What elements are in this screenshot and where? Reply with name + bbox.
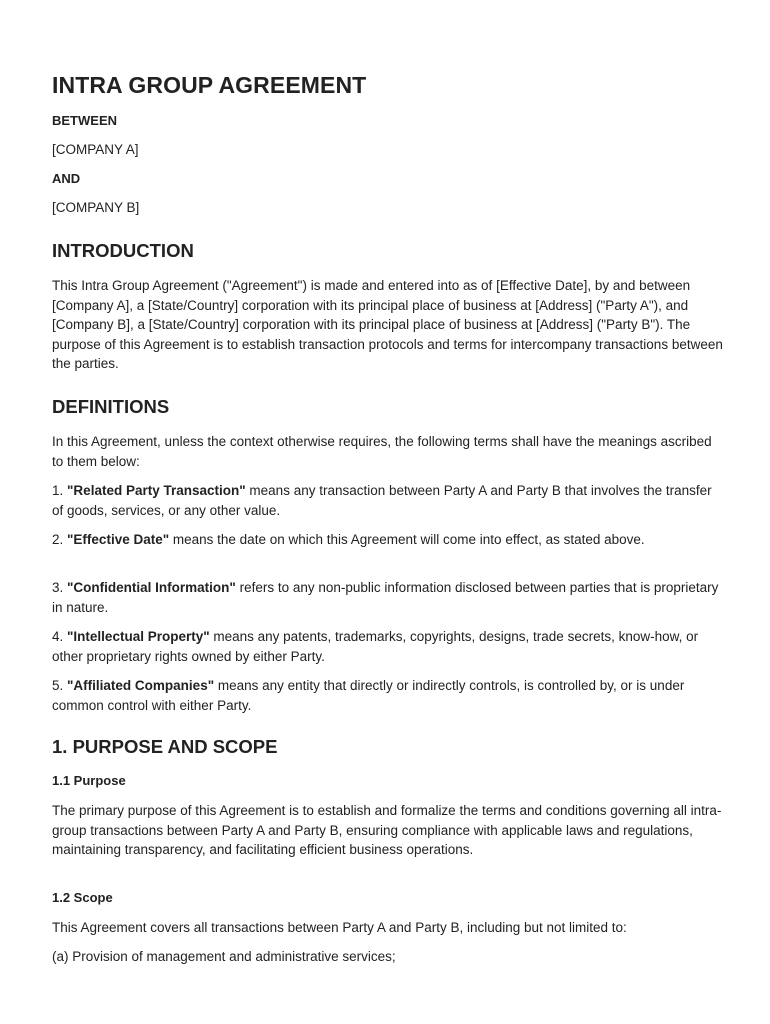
- and-label: AND: [52, 171, 81, 186]
- definition-number: 4.: [52, 629, 64, 644]
- purpose-subheading: 1.1 Purpose: [52, 773, 126, 788]
- scope-list-item: (a) Provision of management and administrative services;: [52, 949, 396, 964]
- definition-text: refers to any non-public information disclosed between parties that is proprietary in nature.: [52, 580, 719, 615]
- party-b-name: [COMPANY B]: [52, 200, 140, 215]
- definition-item: [52, 530, 724, 550]
- definition-term: "Affiliated Companies": [67, 678, 215, 693]
- definition-text: means any patents, trademarks, copyrights, designs, trade secrets, know-how, or other proprietary rights owned by either Party.: [52, 629, 699, 664]
- definition-item: [52, 578, 724, 617]
- party-a-name: [COMPANY A]: [52, 142, 139, 157]
- definition-term: "Related Party Transaction": [67, 483, 246, 498]
- definition-number: 5.: [52, 678, 64, 693]
- definition-text: means any entity that directly or indirectly controls, is controlled by, or is under common control with either Party.: [52, 678, 685, 713]
- definition-text: means any transaction between Party A and Party B that involves the transfer of goods, services, or any other value.: [52, 483, 712, 518]
- definitions-intro: In this Agreement, unless the context otherwise requires, the following terms shall have the meanings ascribed to them below:: [52, 434, 712, 469]
- definition-item: [52, 676, 724, 715]
- introduction-heading: INTRODUCTION: [52, 240, 194, 261]
- definition-number: 2.: [52, 532, 64, 547]
- document-title: INTRA GROUP AGREEMENT: [52, 72, 367, 98]
- introduction-paragraph: This Intra Group Agreement ("Agreement") is made and entered into as of [Effective Date], by and between [Company A], a [State/Country] corporation with its principal place of business at [Address] ("Party A"), and [Company B], a [State/Country] corporation with its principal place of business at [Address] ("Party B"). The purpose of this Agreement is to establish transaction protocols and terms for intercompany transactions between the parties.: [52, 278, 723, 371]
- scope-subheading: 1.2 Scope: [52, 890, 113, 905]
- definition-term: "Intellectual Property": [67, 629, 210, 644]
- definition-term: "Effective Date": [67, 532, 170, 547]
- definition-number: 3.: [52, 580, 64, 595]
- scope-paragraph: This Agreement covers all transactions between Party A and Party B, including but not limited to:: [52, 920, 627, 935]
- definitions-heading: DEFINITIONS: [52, 396, 170, 417]
- purpose-scope-heading: 1. PURPOSE AND SCOPE: [52, 736, 278, 757]
- definition-term: "Confidential Information": [67, 580, 236, 595]
- definition-number: 1.: [52, 483, 64, 498]
- purpose-paragraph: The primary purpose of this Agreement is to establish and formalize the terms and conditions governing all intra-group transactions between Party A and Party B, ensuring compliance with applicable laws and regulations, maintaining transparency, and facilitating efficient business operations.: [52, 803, 722, 857]
- definition-text: means the date on which this Agreement will come into effect, as stated above.: [172, 532, 645, 547]
- definition-item: [52, 481, 724, 520]
- definition-item: [52, 627, 724, 666]
- between-label: BETWEEN: [52, 113, 117, 128]
